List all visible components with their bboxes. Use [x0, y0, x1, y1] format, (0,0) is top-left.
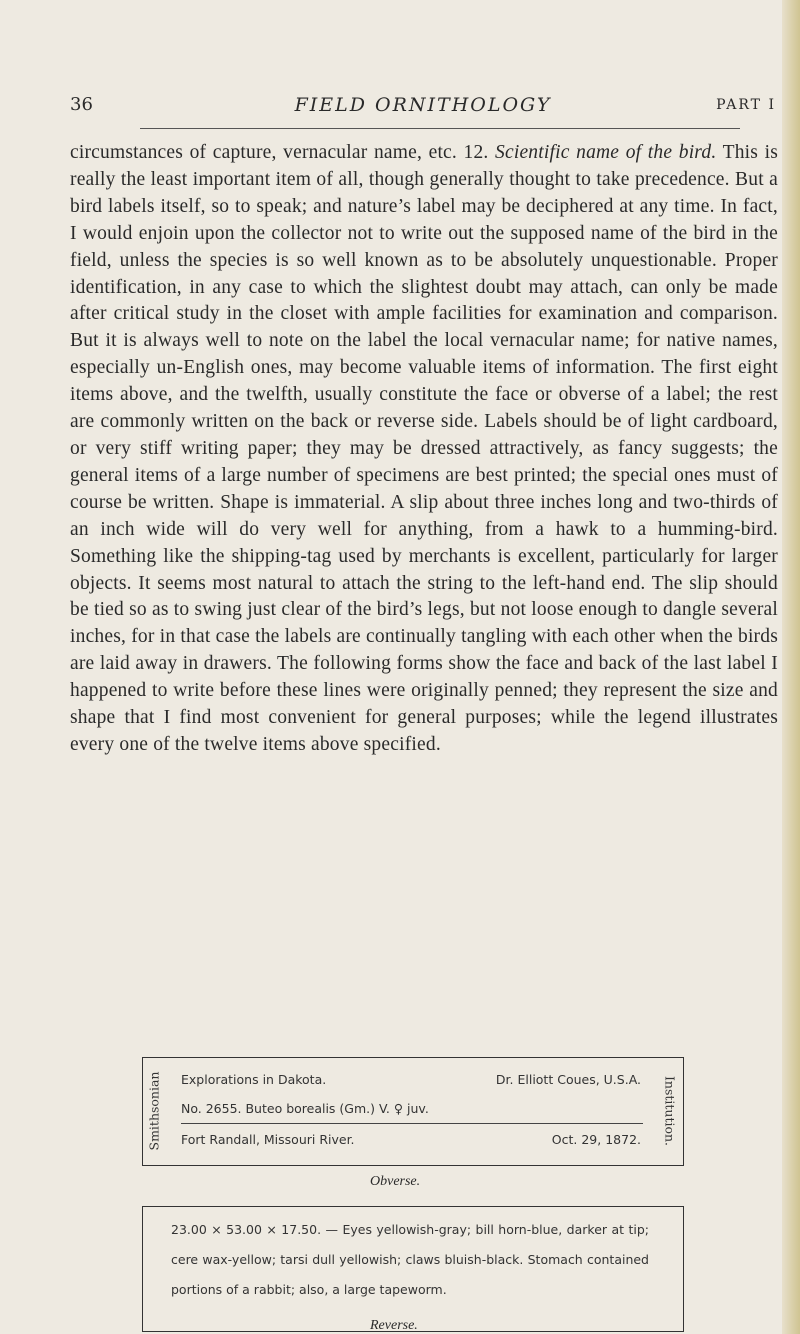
obverse-line-1: Explorations in Dakota. Dr. Elliott Coues, U.S.A. — [181, 1072, 641, 1087]
reverse-caption: Reverse. — [370, 1318, 418, 1333]
obverse-line-2: No. 2655. Buteo borealis (Gm.) V. ♀ juv. — [181, 1101, 429, 1116]
body-text-rest: This is really the least important item of all, though generally thought to take precedence. But a bird labels itself, so to speak; and nature’s label may be deciphered at any time. In fact, I would enjoin upon the collector not to write out the supposed name of the bird in the field, unless the species is so well known as to be absolutely unquestionable. Proper identification, in any case to which the slightest doubt may attach, can only be made after critical study in the closet with ample facilities for examination and comparison. But it is always well to note on the label the local vernacular name; for native names, especially un-English ones, may become valuable items of information. The first eight items above, and the twelfth, usually constitute the face or obverse of a label; the rest are commonly written on the back or reverse side. Labels should be of light cardboard, or very stiff writing paper; they may be dressed attractively, as fancy suggests; the general items of a large number of specimens are best printed; the special ones must of course be written. Shape is immaterial. A slip about three inches long and two-thirds of an inch wide will do very well for anything, from a hawk to a humming-bird. Something like the shipping-tag used by merchants is excellent, particularly for larger objects. It seems most natural to attach the string to the left-hand end. The slip should be tied so as to swing just clear of the bird’s legs, but not loose enough to dangle several inches, for in that case the labels are continually tangling with each other when the birds are laid away in drawers. The following forms show the face and back of the last label I happened to write before these lines were originally penned; they represent the size and shape that I find most convenient for general purposes; while the legend illustrates every one of the twelve items above specified. — [70, 142, 778, 755]
reverse-label — [142, 1206, 684, 1332]
running-title: FIELD ORNITHOLOGY — [294, 94, 552, 116]
obverse-caption: Obverse. — [370, 1174, 421, 1189]
obverse-line-3: Fort Randall, Missouri River. Oct. 29, 1872. — [181, 1132, 641, 1147]
page-number: 36 — [70, 94, 93, 115]
running-header — [70, 94, 776, 124]
reverse-text: 23.00 × 53.00 × 17.50. — Eyes yellowish-gray; bill horn-blue, darker at tip; cere wax-yellow; tarsi dull yellowish; claws bluish-black. Stomach contained portions of a rabbit; also, a large tapeworm. — [171, 1222, 649, 1297]
obverse-side-left: Smithsonian — [146, 1071, 162, 1151]
obverse-side-right: Institution. — [662, 1075, 678, 1147]
body-paragraph — [70, 140, 778, 759]
body-text-start: circumstances of capture, vernacular name, etc. 12. — [70, 142, 496, 163]
header-rule — [140, 128, 740, 129]
obverse-label — [142, 1057, 684, 1166]
body-text-italic: Scientific name of the bird. — [495, 142, 717, 163]
page-edge — [782, 0, 800, 1334]
part-label: PART I — [716, 97, 776, 113]
obverse-underline — [181, 1123, 643, 1124]
